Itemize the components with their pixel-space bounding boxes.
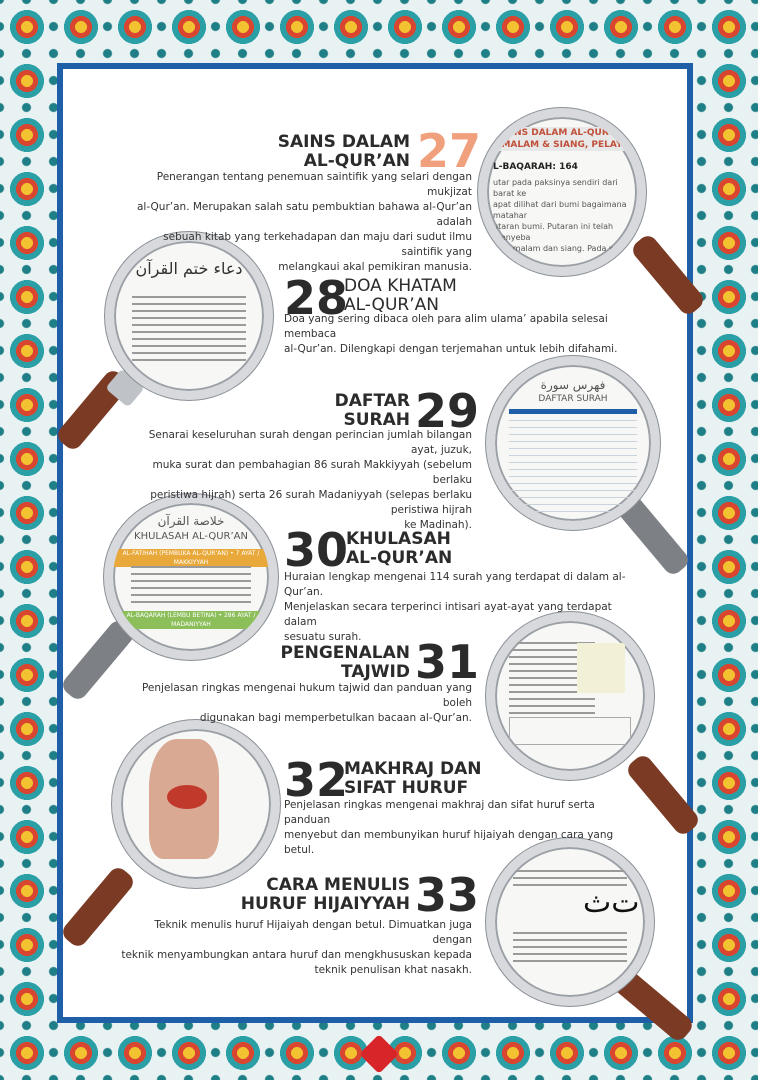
magnifier-lens-33 xyxy=(486,838,654,1006)
section-27-number: 27 xyxy=(417,124,482,178)
section-30-number: 30 xyxy=(284,523,349,577)
section-27-description: Penerangan tentang penemuan saintifik yang selari dengan mukjizat al-Qur’an. Merupakan salah satu pembuktian bahawa al-Qur’an adalah sebuah kitab yang terkehadapan dan maju dari sudut ilmu saintifik yang melangkaui akal pemikiran manusia. xyxy=(137,171,472,273)
section-29-description: Senarai keseluruhan surah dengan perincian jumlah bilangan ayat, juzuk, muka surat dan pembahagian 86 surah Makkiyyah (sebelum berlaku peristiwa hijrah) serta 26 surah Madaniyyah (selepas berlaku peristiwa hijrah ke Madinah). xyxy=(148,429,472,531)
section-32-title: MAKHRAJ DAN SIFAT HURUF xyxy=(344,759,482,798)
section-31-title: PENGENALAN TAJWID xyxy=(280,643,410,682)
magnifier-lens-27 xyxy=(478,108,646,276)
lens-28-header: دعاء ختم القرآن xyxy=(135,259,243,278)
lens-30-header: KHULASAH AL-QUR’AN xyxy=(134,531,248,542)
lens-30-band-2: AL-BAQARAH (LEMBU BETINA) • 286 AYAT / MADANIYYAH xyxy=(113,611,269,629)
lens-29-header: DAFTAR SURAH xyxy=(538,394,608,404)
section-28-title: DOA KHATAM AL-QUR’AN xyxy=(344,276,457,315)
lens-29-header-ar: فهرس سورة xyxy=(540,378,606,392)
magnifier-lens-32 xyxy=(112,720,280,888)
section-33-number: 33 xyxy=(415,868,480,922)
lens-30-header-ar: خلاصة القرآن xyxy=(157,514,225,528)
section-32-description: Penjelasan ringkas mengenai makhraj dan sifat huruf serta panduan menyebut dan membunyikan huruf hijaiyah dengan cara yang betul. xyxy=(284,799,614,856)
section-32-number: 32 xyxy=(284,753,349,807)
section-33-description: Teknik menulis huruf Hijaiyah dengan betul. Dimuatkan juga dengan teknik menyambungkan antara huruf dan mengkhususkan kepada teknik penulisan khat nasakh. xyxy=(121,919,472,976)
lens-27-text: utar pada paksinya sendiri dari barat ke apat dilihat dari bumi bagaimana matahar utaran bumi. Putaran ini telah menyeba lhan malam dan siang. Pada waktu ma Pergerakan bintang xyxy=(493,178,634,275)
section-27-title: SAINS DALAM AL-QUR’AN xyxy=(277,132,410,171)
section-31-number: 31 xyxy=(415,635,480,689)
arabic-letters-icon: ﺕﺙ xyxy=(583,885,640,920)
lens-30-band-1: AL-FATIHAH (PEMBUKA AL-QUR’AN) • 7 AYAT / MAKKIYYAH xyxy=(113,549,269,567)
section-28-description: Doa yang sering dibaca oleh para alim ulama’ apabila selesai membaca al-Qur’an. Dilengkapi dengan terjemahan untuk lebih difahami. xyxy=(284,313,618,355)
lens-27-header: SAINS DALAM AL-QUR’AN MALAM & SIANG, PELAY xyxy=(487,127,637,151)
section-31-description: Penjelasan ringkas mengenai hukum tajwid dan panduan yang boleh digunakan bagi memperbetulkan bacaan al-Qur’an. xyxy=(141,682,472,724)
section-29-title: DAFTAR SURAH xyxy=(334,391,410,430)
section-28-number: 28 xyxy=(284,271,349,325)
section-30-description: Huraian lengkap mengenai 114 surah yang terdapat di dalam al-Qur’an. Menjelaskan secara terperinci intisari ayat-ayat yang terdapat dalam sesuatu surah. xyxy=(284,571,626,643)
lens-28-arabic-text xyxy=(132,291,246,366)
lens-27-ref: L-BAQARAH: 164 xyxy=(493,162,578,172)
section-30-title: KHULASAH AL-QUR’AN xyxy=(346,529,453,568)
section-29-number: 29 xyxy=(415,384,480,438)
lens-29-table xyxy=(509,409,637,512)
magnifier-lens-29 xyxy=(486,356,660,530)
section-33-title: CARA MENULIS HURUF HIJAIYYAH xyxy=(240,875,410,914)
